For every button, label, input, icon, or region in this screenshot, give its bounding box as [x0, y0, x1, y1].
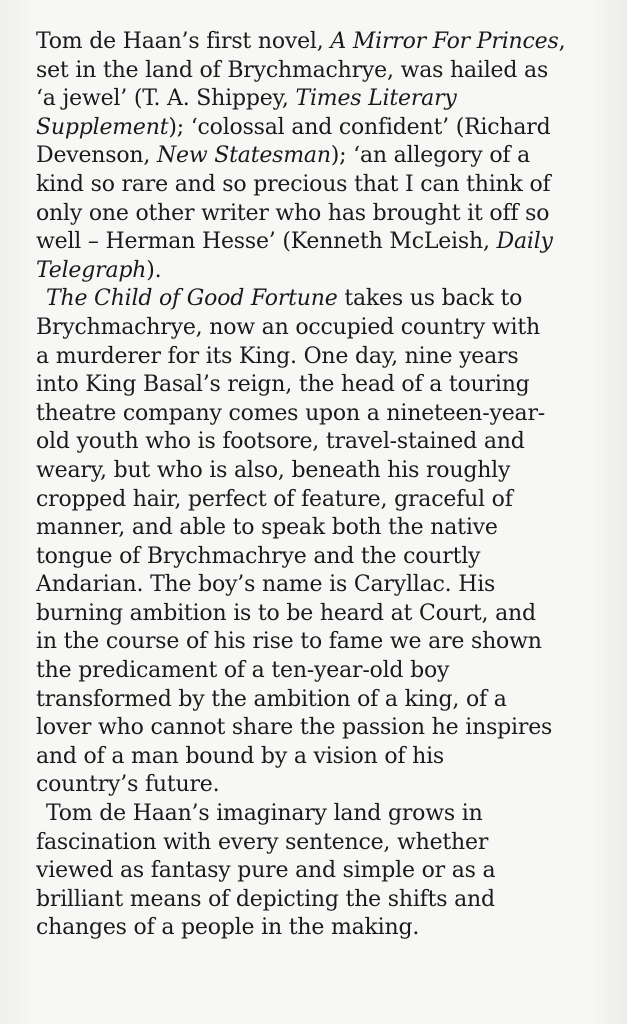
text-run: well – Herman Hesse’ (Kenneth McLeish, [36, 229, 497, 255]
text-run: country’s future. [36, 772, 220, 798]
text-run: Brychmachrye, now an occupied country with [36, 314, 540, 340]
paragraph-closing [36, 800, 616, 943]
text-run: lover who cannot share the passion he inspires [36, 715, 553, 741]
text-run: tongue of Brychmachrye and the courtly [36, 543, 481, 569]
paragraph-synopsis [36, 285, 616, 800]
text-run: burning ambition is to be heard at Court, and [36, 600, 536, 626]
text-line [36, 428, 616, 457]
text-run: in the course of his rise to fame we are shown [36, 629, 542, 655]
text-line [36, 57, 616, 86]
italic-run: A Mirror For Princes [330, 29, 559, 54]
text-line [36, 514, 616, 543]
text-line [36, 314, 616, 343]
text-run: ). [146, 257, 162, 283]
text-line [36, 85, 616, 114]
text-line [36, 914, 616, 943]
text-line [36, 657, 616, 686]
text-line [36, 171, 616, 200]
text-run: ); ‘colossal and confident’ (Richard [168, 114, 551, 140]
blurb-text [36, 28, 616, 943]
text-run: takes us back to [337, 286, 523, 312]
text-run: Devenson, [36, 143, 157, 169]
text-run: Tom de Haan’s first novel, [36, 29, 331, 54]
text-line [36, 228, 616, 257]
text-line [36, 457, 616, 486]
text-line [36, 714, 616, 743]
text-run: into King Basal’s reign, the head of a touring [36, 372, 530, 398]
paragraph-reviews [36, 28, 616, 285]
text-line [36, 600, 616, 629]
text-line [36, 257, 616, 286]
text-line [36, 800, 616, 829]
text-line [36, 771, 616, 800]
text-line [36, 543, 616, 572]
text-line [36, 686, 616, 715]
text-line [36, 571, 616, 600]
text-line [36, 28, 616, 57]
text-run: transformed by the ambition of a king, of a [36, 686, 507, 712]
text-line [36, 628, 616, 657]
text-line [36, 142, 616, 171]
text-run: manner, and able to speak both the native [36, 515, 498, 541]
italic-run: The Child of Good Fortune [46, 286, 338, 312]
italic-run: Daily [496, 229, 553, 255]
text-run: old youth who is footsore, travel-stained and [36, 429, 525, 455]
text-run: set in the land of Brychmachrye, was hailed as [36, 57, 549, 83]
text-run: viewed as fantasy pure and simple or as a [36, 858, 496, 884]
text-run: a murderer for its King. One day, nine years [36, 343, 519, 369]
text-line [36, 114, 616, 143]
text-line [36, 829, 616, 858]
text-line [36, 743, 616, 772]
text-line [36, 400, 616, 429]
text-run: ); ‘an allegory of a [330, 143, 531, 169]
italic-run: Times Literary [295, 86, 457, 112]
text-line [36, 200, 616, 229]
text-run: brilliant means of depicting the shifts and [36, 886, 495, 912]
italic-run: Telegraph [36, 257, 147, 283]
text-run: cropped hair, perfect of feature, graceful of [36, 486, 513, 512]
text-run: weary, but who is also, beneath his roughly [36, 457, 511, 483]
text-run: kind so rare and so precious that I can think of [36, 171, 551, 197]
text-run: fascination with every sentence, whether [36, 829, 489, 855]
text-run: theatre company comes upon a nineteen-year- [36, 400, 546, 426]
text-run: only one other writer who has brought it off so [36, 200, 550, 226]
text-run: Tom de Haan’s imaginary land grows in [46, 801, 483, 827]
text-run: ‘a jewel’ (T. A. Shippey, [36, 86, 296, 112]
text-run: , [558, 29, 566, 54]
text-line [36, 285, 616, 314]
text-run: the predicament of a ten-year-old boy [36, 658, 450, 684]
text-line [36, 486, 616, 515]
text-run: changes of a people in the making. [36, 915, 420, 941]
text-run: and of a man bound by a vision of his [36, 743, 445, 769]
text-line [36, 371, 616, 400]
italic-run: Supplement [36, 114, 169, 140]
text-line [36, 886, 616, 915]
text-run: Andarian. The boy’s name is Caryllac. His [36, 572, 496, 598]
text-line [36, 343, 616, 372]
text-line [36, 857, 616, 886]
italic-run: New Statesman [156, 143, 331, 169]
